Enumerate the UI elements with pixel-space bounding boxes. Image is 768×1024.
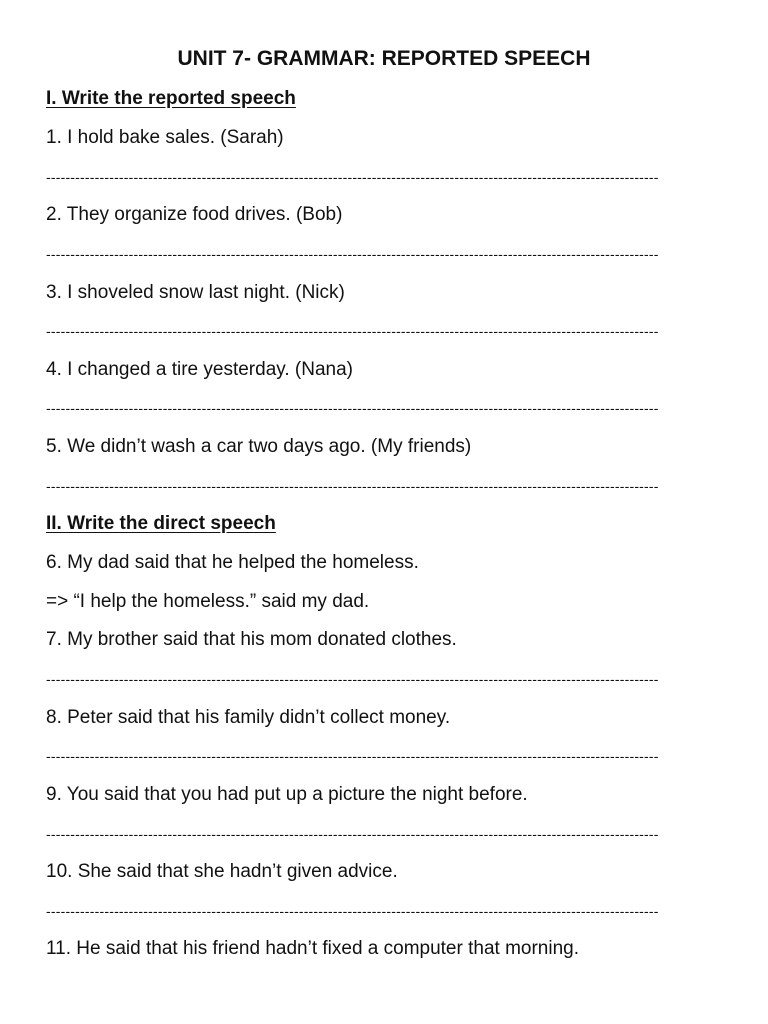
question-3: 3. I shoveled snow last night. (Nick) — [46, 282, 345, 303]
example-answer: => “I help the homeless.” said my dad. — [46, 591, 370, 612]
question-4: 4. I changed a tire yesterday. (Nana) — [46, 359, 353, 380]
question-2: 2. They organize food drives. (Bob) — [46, 204, 343, 225]
answer-line-2: ------------------------------------------------------------------------------------------------------------------------------ — [46, 247, 659, 261]
question-1: 1. I hold bake sales. (Sarah) — [46, 127, 284, 148]
section-2-heading: II. Write the direct speech — [46, 513, 276, 534]
answer-line-5: ------------------------------------------------------------------------------------------------------------------------------ — [46, 479, 659, 493]
answer-line-7: ------------------------------------------------------------------------------------------------------------------------------ — [46, 672, 659, 686]
question-8: 8. Peter said that his family didn’t collect money. — [46, 707, 451, 728]
question-10: 10. She said that she hadn’t given advice. — [46, 861, 398, 882]
answer-line-8: ------------------------------------------------------------------------------------------------------------------------------ — [46, 749, 659, 763]
worksheet-title: UNIT 7- GRAMMAR: REPORTED SPEECH — [177, 47, 591, 70]
question-5: 5. We didn’t wash a car two days ago. (My friends) — [46, 436, 472, 457]
answer-line-4: ------------------------------------------------------------------------------------------------------------------------------ — [46, 401, 659, 415]
question-7: 7. My brother said that his mom donated clothes. — [46, 629, 457, 650]
answer-line-1: ------------------------------------------------------------------------------------------------------------------------------ — [46, 170, 659, 184]
answer-line-9: ------------------------------------------------------------------------------------------------------------------------------ — [46, 827, 659, 841]
question-6: 6. My dad said that he helped the homeless. — [46, 552, 419, 573]
answer-line-10: ------------------------------------------------------------------------------------------------------------------------------ — [46, 904, 659, 918]
section-1-heading: I. Write the reported speech — [46, 88, 296, 109]
question-11: 11. He said that his friend hadn’t fixed a computer that morning. — [46, 938, 580, 959]
question-9: 9. You said that you had put up a picture the night before. — [46, 784, 528, 805]
answer-line-3: ------------------------------------------------------------------------------------------------------------------------------ — [46, 324, 659, 338]
